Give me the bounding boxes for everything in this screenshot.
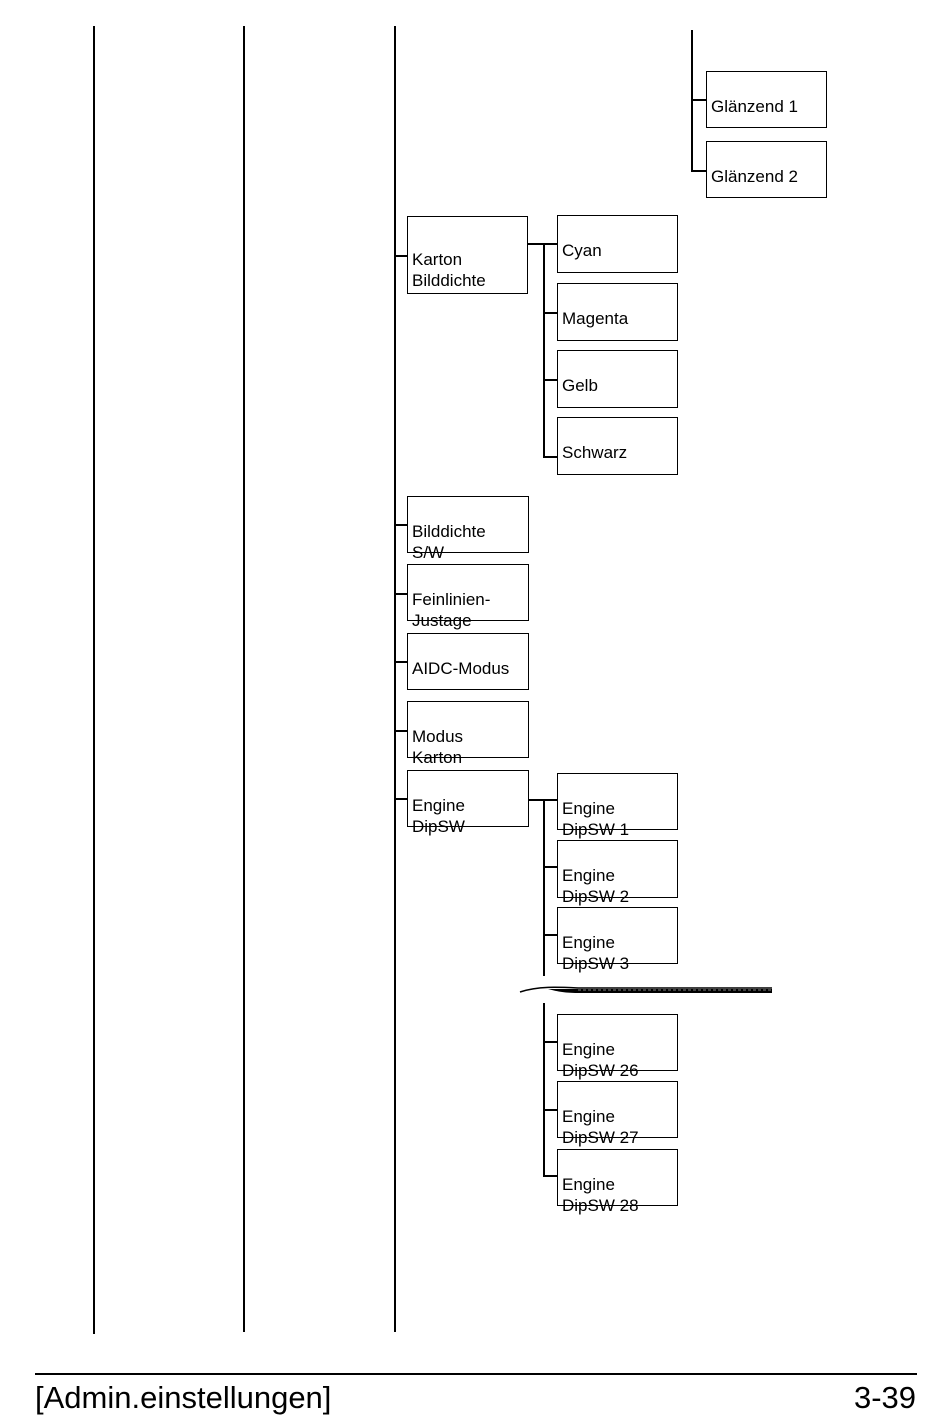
menu-box-schwarz: [557, 417, 678, 475]
menu-box-label: Karton Bilddichte: [412, 250, 486, 290]
menu-box-label: Feinlinien- Justage: [412, 590, 491, 630]
menu-box-karton-bilddichte: [407, 216, 528, 294]
menu-box-bilddichte-sw: [407, 496, 529, 562]
menu-box-label: Engine DipSW 3: [562, 933, 630, 973]
menu-box-feinlinien-justage: [407, 564, 529, 630]
menu-box-label: Engine DipSW 2: [562, 866, 630, 906]
menu-box-glanzend-2: [706, 141, 827, 198]
stub-modus-karton: [394, 730, 408, 732]
stub-bilddichte-sw: [394, 524, 408, 526]
engine-stub-28: [543, 1175, 558, 1177]
menu-box-label: Engine DipSW 28: [562, 1175, 639, 1215]
glanzend-connector-1: [691, 99, 707, 101]
column-divider-3: [394, 26, 396, 1332]
menu-box-cyan: [557, 215, 678, 273]
tree-break-mark: [518, 978, 776, 998]
stub-aidc: [394, 661, 408, 663]
menu-box-label: Glänzend 1: [711, 97, 798, 116]
glanzend-trunk: [691, 30, 693, 171]
menu-box-label: Gelb: [562, 376, 598, 395]
karton-stub-gelb: [543, 379, 558, 381]
engine-children-trunk-upper: [543, 799, 545, 976]
menu-box-engine-dipsw-3: [557, 907, 678, 973]
menu-box-label: Bilddichte S/W: [412, 522, 486, 562]
menu-box-label: Modus Karton: [412, 727, 464, 767]
menu-box-modus-karton: [407, 701, 529, 767]
menu-box-label: Schwarz: [562, 443, 628, 462]
menu-box-label: Magenta: [562, 309, 629, 328]
engine-stub-3: [543, 934, 558, 936]
footer-page-number: 3-39: [853, 1380, 916, 1415]
menu-box-engine-dipsw-26: [557, 1014, 678, 1080]
engine-children-trunk-lower: [543, 1003, 545, 1176]
menu-box-engine-dipsw-28: [557, 1149, 678, 1215]
stub-karton-bilddichte: [394, 255, 408, 257]
menu-box-label: Cyan: [562, 241, 602, 260]
engine-stub-2: [543, 866, 558, 868]
menu-box-label: AIDC-Modus: [412, 659, 510, 678]
menu-box-label: Engine DipSW 1: [562, 799, 630, 839]
menu-box-gelb: [557, 350, 678, 408]
column-divider-2: [243, 26, 245, 1332]
menu-box-engine-dipsw-2: [557, 840, 678, 906]
menu-box-engine-dipsw-1: [557, 773, 678, 839]
menu-box-label: Engine DipSW: [412, 796, 465, 836]
footer-section-title: [Admin.einstellungen]: [35, 1380, 332, 1415]
menu-box-glanzend-1: [706, 71, 827, 128]
menu-box-magenta: [557, 283, 678, 341]
menu-box-engine-dipsw: [407, 770, 529, 836]
karton-stub-schwarz: [543, 456, 558, 458]
engine-stub-26: [543, 1041, 558, 1043]
menu-box-label: Glänzend 2: [711, 167, 798, 186]
column-divider-1: [93, 26, 95, 1334]
stub-engine-dipsw: [394, 798, 408, 800]
stub-feinlinien: [394, 593, 408, 595]
menu-box-label: Engine DipSW 27: [562, 1107, 639, 1147]
menu-box-engine-dipsw-27: [557, 1081, 678, 1147]
karton-stub-magenta: [543, 312, 558, 314]
karton-children-trunk: [543, 243, 545, 457]
footer-rule: [35, 1373, 917, 1375]
menu-box-label: Engine DipSW 26: [562, 1040, 639, 1080]
engine-stub-27: [543, 1109, 558, 1111]
menu-box-aidc-modus: [407, 633, 529, 690]
glanzend-connector-2: [691, 170, 707, 172]
